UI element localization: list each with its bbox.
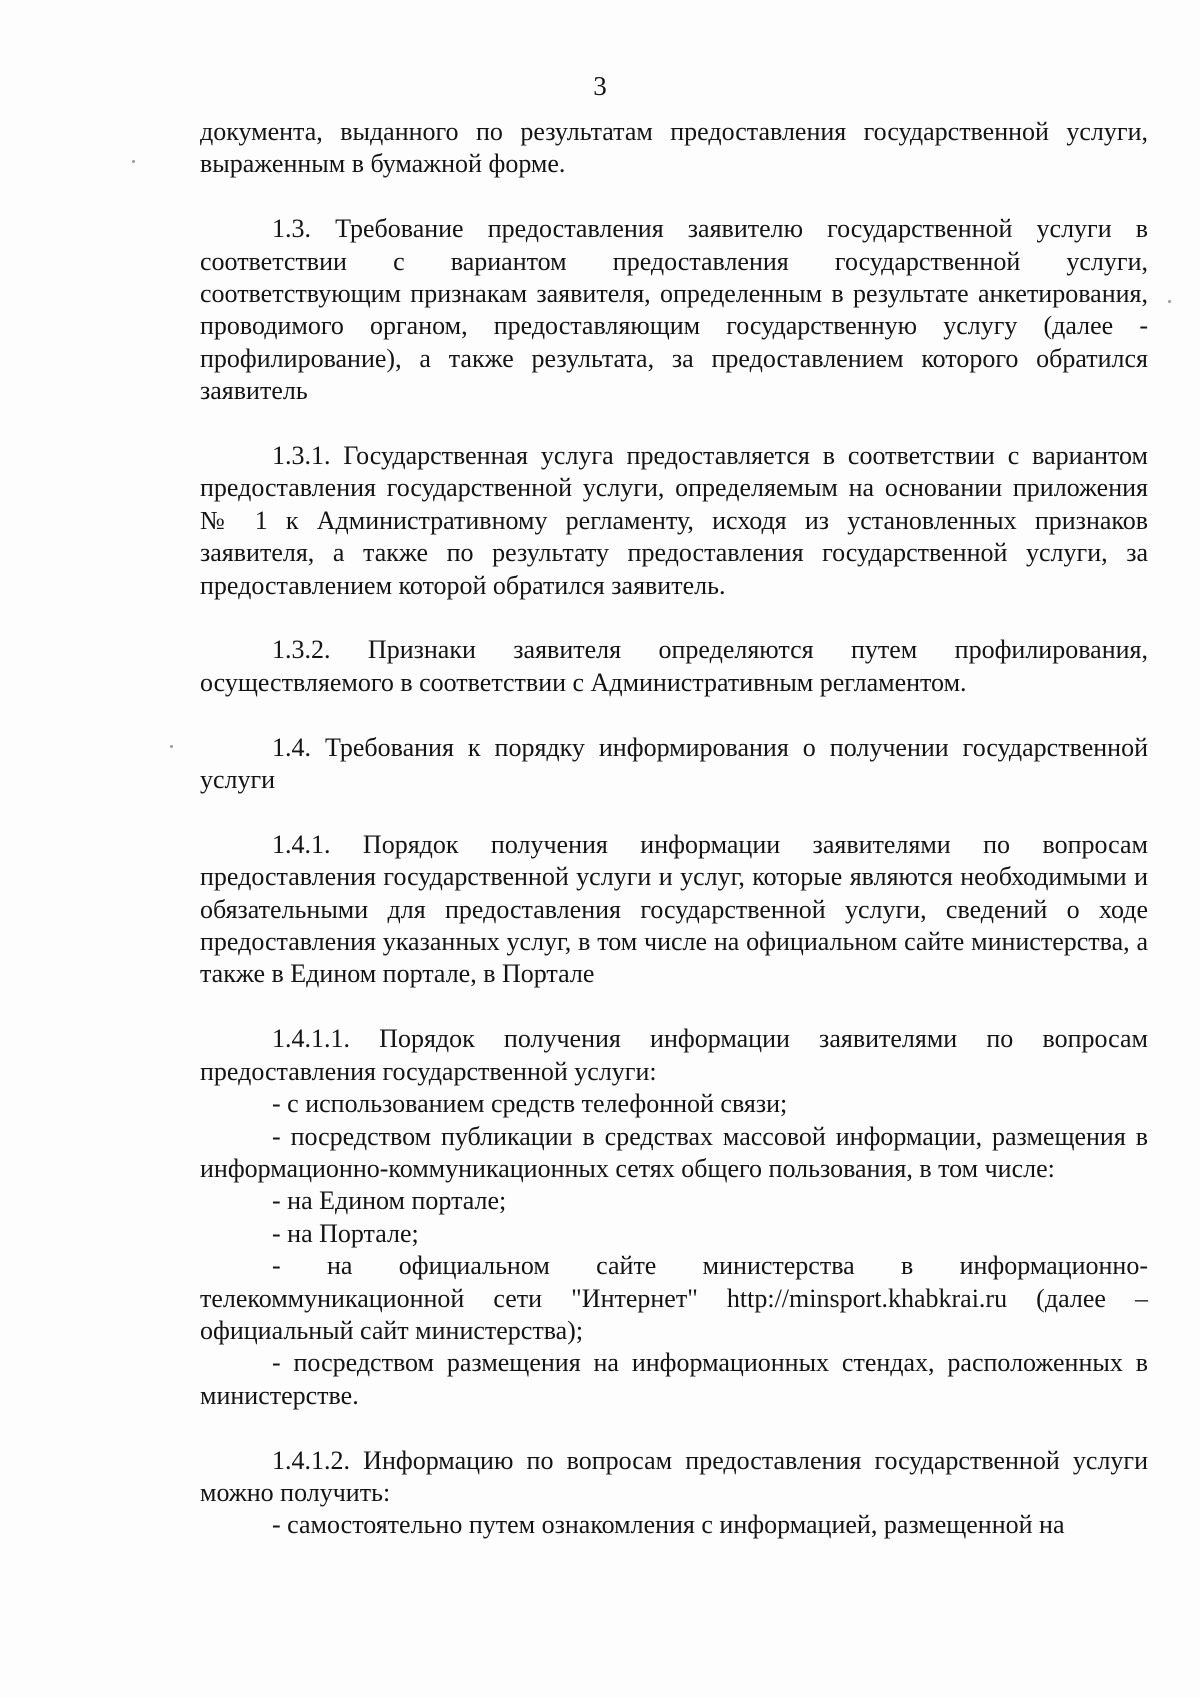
paragraph-continuation: документа, выданного по результатам предоставления государственной услуги, выраженным в бумажной форме.	[200, 117, 1148, 179]
list-item-official-site: - на официальном сайте министерства в информационно-телекоммуникационной сети "Интернет" http://minsport.khabkrai.ru (далее – официальный сайт министерства);	[200, 1251, 1148, 1345]
list-item-unified-portal: - на Едином портале;	[272, 1186, 507, 1216]
scan-speck	[132, 160, 135, 163]
scan-speck	[1168, 300, 1171, 303]
paragraph-1-4: 1.4. Требования к порядку информирования о получении государственной услуги	[200, 732, 1148, 795]
list-item-media: - посредством публикации в средствах массовой информации, размещения в информационно-коммуникационных сетях общего пользования, в том числе:	[200, 1121, 1148, 1183]
list-item-portal: - на Портале;	[272, 1218, 419, 1248]
page-number: 3	[593, 71, 607, 101]
scan-speck	[170, 745, 173, 748]
list-item-phone: - с использованием средств телефонной связи;	[272, 1089, 788, 1119]
paragraph-1-4-1-2: 1.4.1.2. Информацию по вопросам предоставления государственной услуги можно получить:	[200, 1445, 1148, 1507]
paragraph-1-4-1-1: 1.4.1.1. Порядок получения информации заявителями по вопросам предоставления государственной услуги:	[200, 1024, 1148, 1086]
document-body	[200, 116, 1148, 1542]
paragraph-1-4-1: 1.4.1. Порядок получения информации заявителями по вопросам предоставления государственной услуги и услуг, которые являются необходимыми и обязательными для предоставления государственной услуги, сведений о ходе предоставления указанных услуг, в том числе на официальном сайте министерства, а также в Едином портале, в Портале	[200, 829, 1148, 989]
paragraph-1-3-1: 1.3.1. Государственная услуга предоставляется в соответствии с вариантом предоставления государственной услуги, определяемым на основании приложения № 1 к Административному регламенту, исходя из установленных признаков заявителя, а также по результату предоставления государственной услуги, за предоставлением которой обратился заявитель.	[200, 441, 1148, 600]
list-item-stands: - посредством размещения на информационных стендах, расположенных в министерстве.	[200, 1348, 1148, 1410]
list-item-self-study: - самостоятельно путем ознакомления с информацией, размещенной на	[272, 1510, 1065, 1540]
paragraph-1-3: 1.3. Требование предоставления заявителю государственной услуги в соответствии с вариантом предоставления государственной услуги, соответствующим признакам заявителя, определенным в результате анкетирования, проводимого органом, предоставляющим государственную услугу (далее - профилирование), а также результата, за предоставлением которого обратился заявитель	[200, 214, 1148, 406]
paragraph-1-3-2: 1.3.2. Признаки заявителя определяются путем профилирования, осуществляемого в соответствии с Административным регламентом.	[200, 635, 1148, 697]
